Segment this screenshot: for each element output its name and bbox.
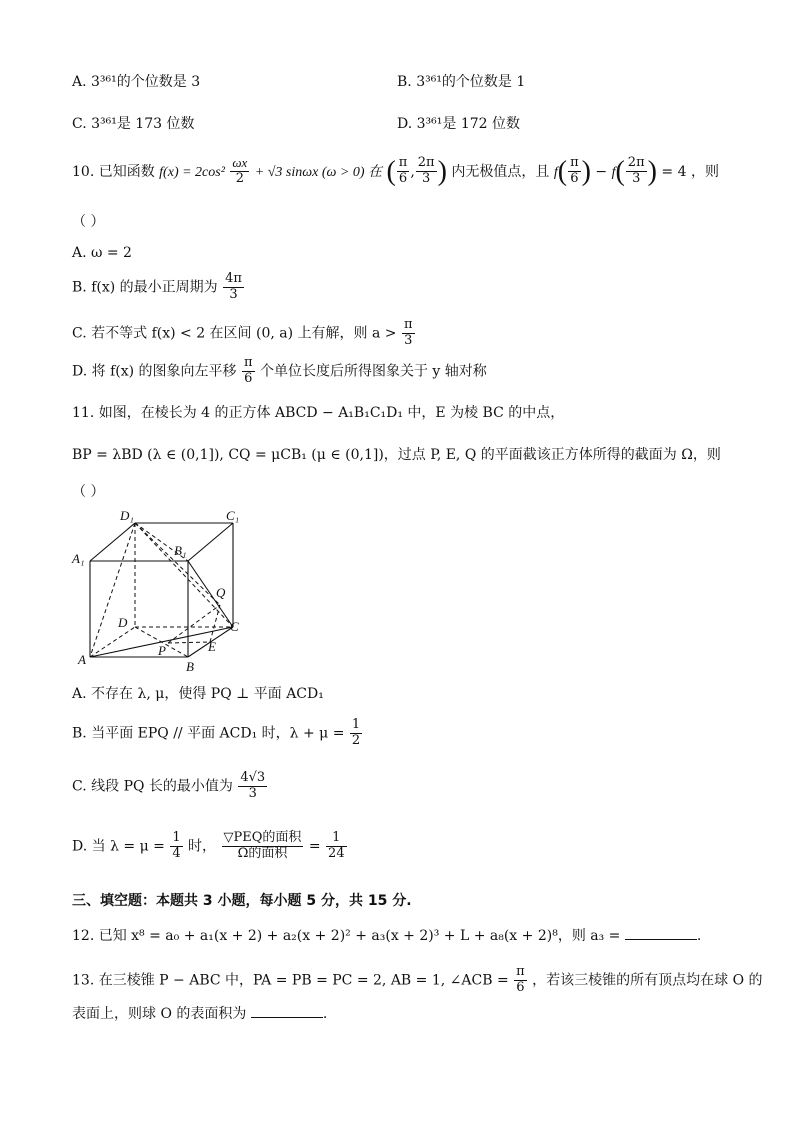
label-a1: A₁ bbox=[72, 551, 85, 566]
label-e: E bbox=[208, 639, 216, 654]
q10-stem: 10. 已知函数 f(x) = 2cos² $\frac{\omega x}{2}$ + √3 sinωx (ω > 0) 在 ( $\frac{\pi}{6}$ , $\frac{2\pi}{3}$ ) 内无极值点，且 f( $\frac{\pi}{6}$ ) − f( $\frac{2\pi}{3}$ ) = 4 ，则 bbox=[72, 155, 719, 187]
q9-option-c: C. 3³⁶¹是 173 位数 bbox=[72, 116, 195, 132]
q10-frac-4pi3: $\frac{4\pi}{3}$ bbox=[225, 271, 242, 302]
q10-stem-func: f(x) = 2cos² bbox=[159, 164, 225, 180]
q11-option-d-prefix: D. 当 λ = μ = bbox=[72, 838, 165, 855]
q10-frac-2pi3b: $\frac{2\pi}{3}$ bbox=[627, 155, 645, 187]
q11-option-a: A. 不存在 λ, μ，使得 PQ ⊥ 平面 ACD₁ bbox=[72, 686, 324, 702]
label-q: Q bbox=[216, 585, 226, 600]
label-d: D bbox=[118, 615, 128, 630]
section-heading: 三、填空题：本题共 3 小题，每小题 5 分，共 15 分. bbox=[72, 893, 412, 909]
q10-stem-mid: + √3 sinωx (ω > 0) 在 bbox=[254, 164, 382, 180]
q10-option-d-prefix: D. 将 f(x) 的图象向左平移 bbox=[72, 363, 237, 380]
q12-answer-blank bbox=[625, 927, 697, 940]
label-b: B bbox=[186, 659, 194, 674]
label-a: A bbox=[78, 652, 86, 667]
q11-stem-line1: 11. 如图，在棱长为 4 的正方体 ABCD − A₁B₁C₁D₁ 中，E 为棱 BC 的中点， bbox=[72, 405, 565, 421]
q10-stem-tail: 内无极值点，且 bbox=[451, 163, 550, 180]
q11-option-c-text: C. 线段 PQ 长的最小值为 bbox=[72, 778, 233, 795]
q13-line2: 表面上，则球 O 的表面积为 . bbox=[72, 1006, 328, 1022]
q13-line2-text: 表面上，则球 O 的表面积为 bbox=[72, 1006, 247, 1022]
q10-paren: （ ） bbox=[72, 214, 105, 230]
q10-option-d-suffix: 个单位长度后所得图象关于 y 轴对称 bbox=[259, 363, 487, 380]
q11-stem-line2: BP = λBD (λ ∈ (0,1]), CQ = μCB₁ (μ ∈ (0,1])，过点 P, E, Q 的平面截该正方体所得的截面为 Ω，则 bbox=[72, 447, 721, 463]
q9-option-b: B. 3³⁶¹的个位数是 1 bbox=[397, 74, 526, 90]
q11-option-b bbox=[72, 718, 363, 749]
q12: 12. 已知 x⁸ = a₀ + a₁(x + 2) + a₂(x + 2)² + a₃(x + 2)³ + L + a₈(x + 2)⁸，则 a₃ = . bbox=[72, 928, 702, 944]
q11-frac-4root3: $\frac{4√3}{3}$ bbox=[240, 770, 266, 801]
label-c: C bbox=[230, 619, 239, 634]
q11-frac-half: $\frac{1}{2}$ bbox=[351, 717, 361, 748]
q11-option-b-text: B. 当平面 EPQ // 平面 ACD₁ 时，λ + μ = bbox=[72, 725, 345, 742]
q13-line1 bbox=[72, 965, 763, 996]
q10-frac-2pi3: $\frac{2\pi}{3}$ bbox=[417, 155, 435, 187]
q10-option-a: A. ω = 2 bbox=[72, 245, 132, 261]
q9-option-a: A. 3³⁶¹的个位数是 3 bbox=[72, 74, 201, 90]
label-d1: D₁ bbox=[120, 508, 134, 523]
q10-stem-prefix: 10. 已知函数 bbox=[72, 163, 155, 180]
q10-option-b bbox=[72, 272, 245, 303]
cube-figure bbox=[70, 505, 260, 675]
label-p: P bbox=[158, 643, 166, 658]
q10-option-b-text: B. f(x) 的最小正周期为 bbox=[72, 279, 218, 296]
q13-answer-blank bbox=[251, 1005, 323, 1018]
q11-frac-area: $\frac{\text{▽PEQ的面积}}{\text{Ω的面积}}$ bbox=[223, 830, 302, 861]
q10-frac-wx2: $\frac{\omega x}{2}$ bbox=[232, 155, 248, 187]
q11-paren: （ ） bbox=[72, 484, 105, 500]
q9-option-d: D. 3³⁶¹是 172 位数 bbox=[397, 116, 520, 132]
q13-line1-suffix: ，若该三棱锥的所有顶点均在球 O 的 bbox=[532, 972, 763, 989]
label-b1: B₁ bbox=[174, 543, 187, 558]
q13-line1-prefix: 13. 在三棱锥 P − ABC 中，PA = PB = PC = 2, AB = 1, ∠ACB = bbox=[72, 972, 509, 989]
q10-frac-pi6c: $\frac{\pi}{6}$ bbox=[243, 355, 253, 386]
q10-frac-pi6: $\frac{\pi}{6}$ bbox=[398, 155, 408, 187]
q10-stem-end: = 4 ，则 bbox=[661, 163, 719, 180]
label-c1: C₁ bbox=[226, 508, 240, 523]
q10-frac-pi6b: $\frac{\pi}{6}$ bbox=[570, 155, 579, 187]
q11-option-d-mid: 时， bbox=[188, 838, 217, 855]
q13-frac-pi6: $\frac{\pi}{6}$ bbox=[516, 964, 525, 995]
q11-frac-1-24: $\frac{1}{24}$ bbox=[328, 830, 345, 861]
q11-frac-quarter: $\frac{1}{4}$ bbox=[172, 830, 181, 861]
q10-option-d bbox=[72, 356, 487, 387]
q10-option-c bbox=[72, 318, 416, 349]
q10-option-c-text: C. 若不等式 f(x) < 2 在区间 (0, a) 上有解，则 a > bbox=[72, 325, 397, 342]
q10-frac-pi3: $\frac{\pi}{3}$ bbox=[403, 317, 413, 348]
q11-option-c bbox=[72, 771, 268, 802]
q12-text: 12. 已知 x⁸ = a₀ + a₁(x + 2) + a₂(x + 2)² + a₃(x + 2)³ + L + a₈(x + 2)⁸，则 a₃ = bbox=[72, 928, 621, 944]
q11-option-d: D. 当 λ = μ = $\frac{1}{4}$ 时， $\frac{\text{▽PEQ的面积}}{\text{Ω的面积}}$ = $\frac{1}{24}$ bbox=[72, 830, 345, 861]
